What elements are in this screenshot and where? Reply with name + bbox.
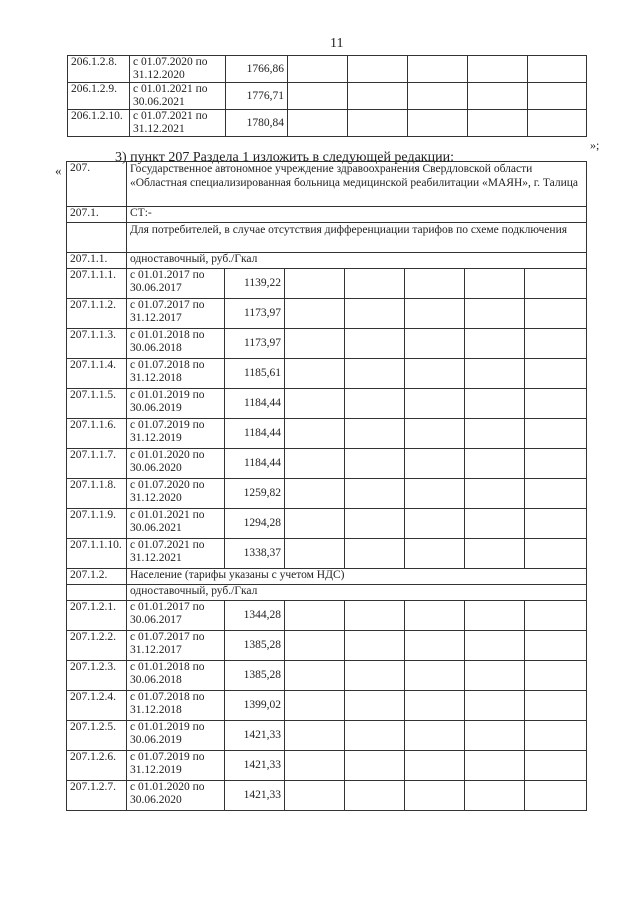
empty-cell bbox=[345, 661, 405, 691]
row-period: с 01.07.2020 по 31.12.2020 bbox=[127, 479, 225, 509]
empty-cell bbox=[525, 781, 587, 811]
table-row bbox=[67, 329, 587, 359]
row-value: 1421,33 bbox=[225, 781, 285, 811]
empty-cell bbox=[408, 83, 468, 110]
empty-cell bbox=[465, 449, 525, 479]
empty-cell bbox=[405, 419, 465, 449]
table-row bbox=[67, 781, 587, 811]
empty-cell bbox=[285, 631, 345, 661]
row-value: 1421,33 bbox=[225, 751, 285, 781]
row-code: 206.1.2.8. bbox=[68, 56, 130, 83]
row-code: 206.1.2.10. bbox=[68, 110, 130, 137]
row-code: 207.1.1.7. bbox=[67, 449, 127, 479]
table-row bbox=[67, 539, 587, 569]
consumers-note: Для потребителей, в случае отсутствия дифференциации тарифов по схеме подключения bbox=[127, 223, 587, 253]
empty-cell bbox=[285, 721, 345, 751]
row-period: с 01.07.2021 по 31.12.2021 bbox=[130, 110, 226, 137]
empty-cell bbox=[345, 631, 405, 661]
empty-cell bbox=[465, 419, 525, 449]
empty-cell bbox=[525, 419, 587, 449]
empty-cell bbox=[348, 56, 408, 83]
empty-cell bbox=[285, 419, 345, 449]
row-period: с 01.01.2019 по 30.06.2019 bbox=[127, 389, 225, 419]
empty-cell bbox=[285, 299, 345, 329]
empty-cell bbox=[405, 299, 465, 329]
empty-cell bbox=[405, 721, 465, 751]
row-value: 1780,84 bbox=[226, 110, 288, 137]
row-period: с 01.01.2020 по 30.06.2020 bbox=[127, 781, 225, 811]
row-value: 1173,97 bbox=[225, 329, 285, 359]
row-code: 207.1.2.6. bbox=[67, 751, 127, 781]
empty-cell bbox=[345, 269, 405, 299]
row-code: 207.1.1.10. bbox=[67, 539, 127, 569]
empty-cell bbox=[405, 751, 465, 781]
empty-cell bbox=[465, 691, 525, 721]
empty-cell bbox=[405, 509, 465, 539]
row-code: 207.1.1.1. bbox=[67, 269, 127, 299]
empty-cell bbox=[285, 509, 345, 539]
population-code: 207.1.2. bbox=[67, 569, 127, 585]
row-code: 207.1.1.4. bbox=[67, 359, 127, 389]
row-value: 1139,22 bbox=[225, 269, 285, 299]
empty-cell bbox=[405, 539, 465, 569]
empty-cell bbox=[285, 751, 345, 781]
row-value: 1338,37 bbox=[225, 539, 285, 569]
empty-cell bbox=[465, 751, 525, 781]
table-row bbox=[67, 389, 587, 419]
empty-cell bbox=[525, 631, 587, 661]
row-period: с 01.01.2021 по 30.06.2021 bbox=[127, 509, 225, 539]
empty-cell bbox=[525, 661, 587, 691]
empty-cell bbox=[285, 449, 345, 479]
table-row bbox=[67, 449, 587, 479]
empty-cell bbox=[468, 110, 528, 137]
row-period: с 01.07.2021 по 31.12.2021 bbox=[127, 539, 225, 569]
empty-cell bbox=[525, 329, 587, 359]
empty-cell bbox=[285, 479, 345, 509]
row-code: 207.1.1.3. bbox=[67, 329, 127, 359]
section-ct-label: СТ:- bbox=[127, 207, 587, 223]
row-code: 207.1.2.2. bbox=[67, 631, 127, 661]
empty-cell bbox=[345, 509, 405, 539]
row-period: с 01.07.2019 по 31.12.2019 bbox=[127, 751, 225, 781]
row-code: 206.1.2.9. bbox=[68, 83, 130, 110]
empty-cell bbox=[345, 329, 405, 359]
row-period: с 01.07.2017 по 31.12.2017 bbox=[127, 299, 225, 329]
row-period: с 01.07.2018 по 31.12.2018 bbox=[127, 691, 225, 721]
empty-cell bbox=[465, 631, 525, 661]
empty-cell bbox=[465, 509, 525, 539]
row-code: 207.1.2.4. bbox=[67, 691, 127, 721]
row-value: 1294,28 bbox=[225, 509, 285, 539]
empty-cell bbox=[288, 83, 348, 110]
empty-cell bbox=[405, 479, 465, 509]
row-code: 207.1.2.7. bbox=[67, 781, 127, 811]
empty-cell bbox=[405, 389, 465, 419]
empty-cell bbox=[465, 601, 525, 631]
row-period: с 01.01.2017 по 30.06.2017 bbox=[127, 269, 225, 299]
empty-cell bbox=[345, 299, 405, 329]
top-tariff-table bbox=[67, 55, 587, 137]
empty-cell bbox=[525, 449, 587, 479]
table-row bbox=[68, 110, 587, 137]
empty-cell bbox=[405, 359, 465, 389]
empty-cell bbox=[408, 110, 468, 137]
opening-quote: « bbox=[55, 163, 62, 178]
empty-cell bbox=[345, 359, 405, 389]
table-row bbox=[67, 509, 587, 539]
population-row bbox=[67, 569, 587, 585]
empty-cell bbox=[345, 389, 405, 419]
row-code: 207.1.1.6. bbox=[67, 419, 127, 449]
row-period: с 01.07.2019 по 31.12.2019 bbox=[127, 419, 225, 449]
row-period: с 01.07.2017 по 31.12.2017 bbox=[127, 631, 225, 661]
section-ct-row bbox=[67, 207, 587, 223]
empty-cell bbox=[345, 751, 405, 781]
empty-cell bbox=[345, 781, 405, 811]
empty-cell bbox=[348, 83, 408, 110]
empty-cell bbox=[348, 110, 408, 137]
empty-cell bbox=[528, 56, 587, 83]
row-period: с 01.07.2020 по 31.12.2020 bbox=[130, 56, 226, 83]
empty-cell bbox=[345, 721, 405, 751]
row-value: 1776,71 bbox=[226, 83, 288, 110]
org-row bbox=[67, 162, 587, 207]
empty-cell bbox=[345, 539, 405, 569]
table-row bbox=[67, 751, 587, 781]
table-row bbox=[68, 83, 587, 110]
empty-cell bbox=[465, 539, 525, 569]
empty-cell bbox=[468, 56, 528, 83]
closing-quote: »; bbox=[590, 138, 600, 152]
empty-cell bbox=[465, 479, 525, 509]
row-value: 1173,97 bbox=[225, 299, 285, 329]
row-code: 207.1.1.8. bbox=[67, 479, 127, 509]
empty-cell bbox=[465, 359, 525, 389]
empty-cell bbox=[405, 691, 465, 721]
row-value: 1184,44 bbox=[225, 449, 285, 479]
empty-cell bbox=[465, 269, 525, 299]
empty-cell bbox=[408, 56, 468, 83]
empty-cell bbox=[525, 479, 587, 509]
empty-cell bbox=[465, 329, 525, 359]
empty-cell bbox=[285, 691, 345, 721]
row-value: 1185,61 bbox=[225, 359, 285, 389]
amendment-instruction: 3) пункт 207 Раздела 1 изложить в следующей редакции: bbox=[115, 150, 454, 165]
empty-cell bbox=[525, 539, 587, 569]
table-row bbox=[67, 691, 587, 721]
table-row bbox=[67, 601, 587, 631]
empty-cell bbox=[528, 110, 587, 137]
row-period: с 01.07.2018 по 31.12.2018 bbox=[127, 359, 225, 389]
empty-cell bbox=[405, 781, 465, 811]
row-period: с 01.01.2019 по 30.06.2019 bbox=[127, 721, 225, 751]
row-value: 1344,28 bbox=[225, 601, 285, 631]
empty-cell bbox=[405, 631, 465, 661]
row-code: 207.1.2.1. bbox=[67, 601, 127, 631]
empty-cell bbox=[525, 691, 587, 721]
row-value: 1385,28 bbox=[225, 631, 285, 661]
single-rate-row-2 bbox=[67, 585, 587, 601]
table-row bbox=[67, 661, 587, 691]
row-value: 1399,02 bbox=[225, 691, 285, 721]
row-value: 1766,86 bbox=[226, 56, 288, 83]
table-row bbox=[67, 269, 587, 299]
empty-cell bbox=[525, 601, 587, 631]
empty-cell bbox=[345, 419, 405, 449]
empty-cell bbox=[405, 661, 465, 691]
row-value: 1184,44 bbox=[225, 419, 285, 449]
single-rate-label-2: одноставочный, руб./Гкал bbox=[127, 585, 587, 601]
empty-cell bbox=[525, 509, 587, 539]
section-ct-code: 207.1. bbox=[67, 207, 127, 223]
empty-cell bbox=[465, 781, 525, 811]
empty-cell bbox=[405, 601, 465, 631]
empty-cell bbox=[468, 83, 528, 110]
row-value: 1385,28 bbox=[225, 661, 285, 691]
empty-cell bbox=[525, 269, 587, 299]
empty-cell bbox=[285, 539, 345, 569]
main-tariff-table bbox=[66, 161, 587, 811]
row-period: с 01.01.2018 по 30.06.2018 bbox=[127, 661, 225, 691]
row-code: 207.1.1.5. bbox=[67, 389, 127, 419]
empty-cell bbox=[345, 601, 405, 631]
empty-cell bbox=[345, 691, 405, 721]
empty-cell bbox=[525, 359, 587, 389]
empty-cell bbox=[285, 269, 345, 299]
empty-cell bbox=[345, 479, 405, 509]
empty-cell bbox=[285, 389, 345, 419]
org-name: Государственное автономное учреждение здравоохранения Свердловской области «Областная специализированная больница медицинской реабилитации «МАЯН», г. Талица bbox=[127, 162, 587, 207]
table-row bbox=[67, 359, 587, 389]
row-period: с 01.01.2017 по 30.06.2017 bbox=[127, 601, 225, 631]
empty-cell bbox=[288, 110, 348, 137]
consumers-row bbox=[67, 223, 587, 253]
page-number: 11 bbox=[330, 36, 344, 51]
empty-cell bbox=[525, 389, 587, 419]
empty-cell bbox=[285, 359, 345, 389]
empty-cell bbox=[528, 83, 587, 110]
empty-cell bbox=[405, 449, 465, 479]
empty-cell bbox=[525, 721, 587, 751]
table-row bbox=[68, 56, 587, 83]
row-period: с 01.01.2021 по 30.06.2021 bbox=[130, 83, 226, 110]
row-period: с 01.01.2018 по 30.06.2018 bbox=[127, 329, 225, 359]
empty-cell bbox=[285, 661, 345, 691]
empty-cell bbox=[465, 299, 525, 329]
row-code: 207.1.1.2. bbox=[67, 299, 127, 329]
single-rate-row-1 bbox=[67, 253, 587, 269]
empty-cell bbox=[285, 601, 345, 631]
single-rate-code-1: 207.1.1. bbox=[67, 253, 127, 269]
row-value: 1184,44 bbox=[225, 389, 285, 419]
row-value: 1259,82 bbox=[225, 479, 285, 509]
single-rate-label-1: одноставочный, руб./Гкал bbox=[127, 253, 587, 269]
empty-cell bbox=[525, 299, 587, 329]
table-row bbox=[67, 721, 587, 751]
empty-cell bbox=[405, 329, 465, 359]
row-period: с 01.01.2020 по 30.06.2020 bbox=[127, 449, 225, 479]
empty-cell bbox=[525, 751, 587, 781]
empty-cell bbox=[345, 449, 405, 479]
row-code: 207.1.1.9. bbox=[67, 509, 127, 539]
empty-cell bbox=[465, 661, 525, 691]
table-row bbox=[67, 419, 587, 449]
row-code: 207.1.2.5. bbox=[67, 721, 127, 751]
row-code: 207.1.2.3. bbox=[67, 661, 127, 691]
empty-cell bbox=[465, 721, 525, 751]
empty-cell bbox=[465, 389, 525, 419]
empty-cell bbox=[285, 329, 345, 359]
table-row bbox=[67, 299, 587, 329]
empty-cell bbox=[405, 269, 465, 299]
empty-cell bbox=[285, 781, 345, 811]
table-row bbox=[67, 631, 587, 661]
table-row bbox=[67, 479, 587, 509]
empty-cell bbox=[288, 56, 348, 83]
population-label: Население (тарифы указаны с учетом НДС) bbox=[127, 569, 587, 585]
row-value: 1421,33 bbox=[225, 721, 285, 751]
org-code: 207. bbox=[67, 162, 127, 207]
